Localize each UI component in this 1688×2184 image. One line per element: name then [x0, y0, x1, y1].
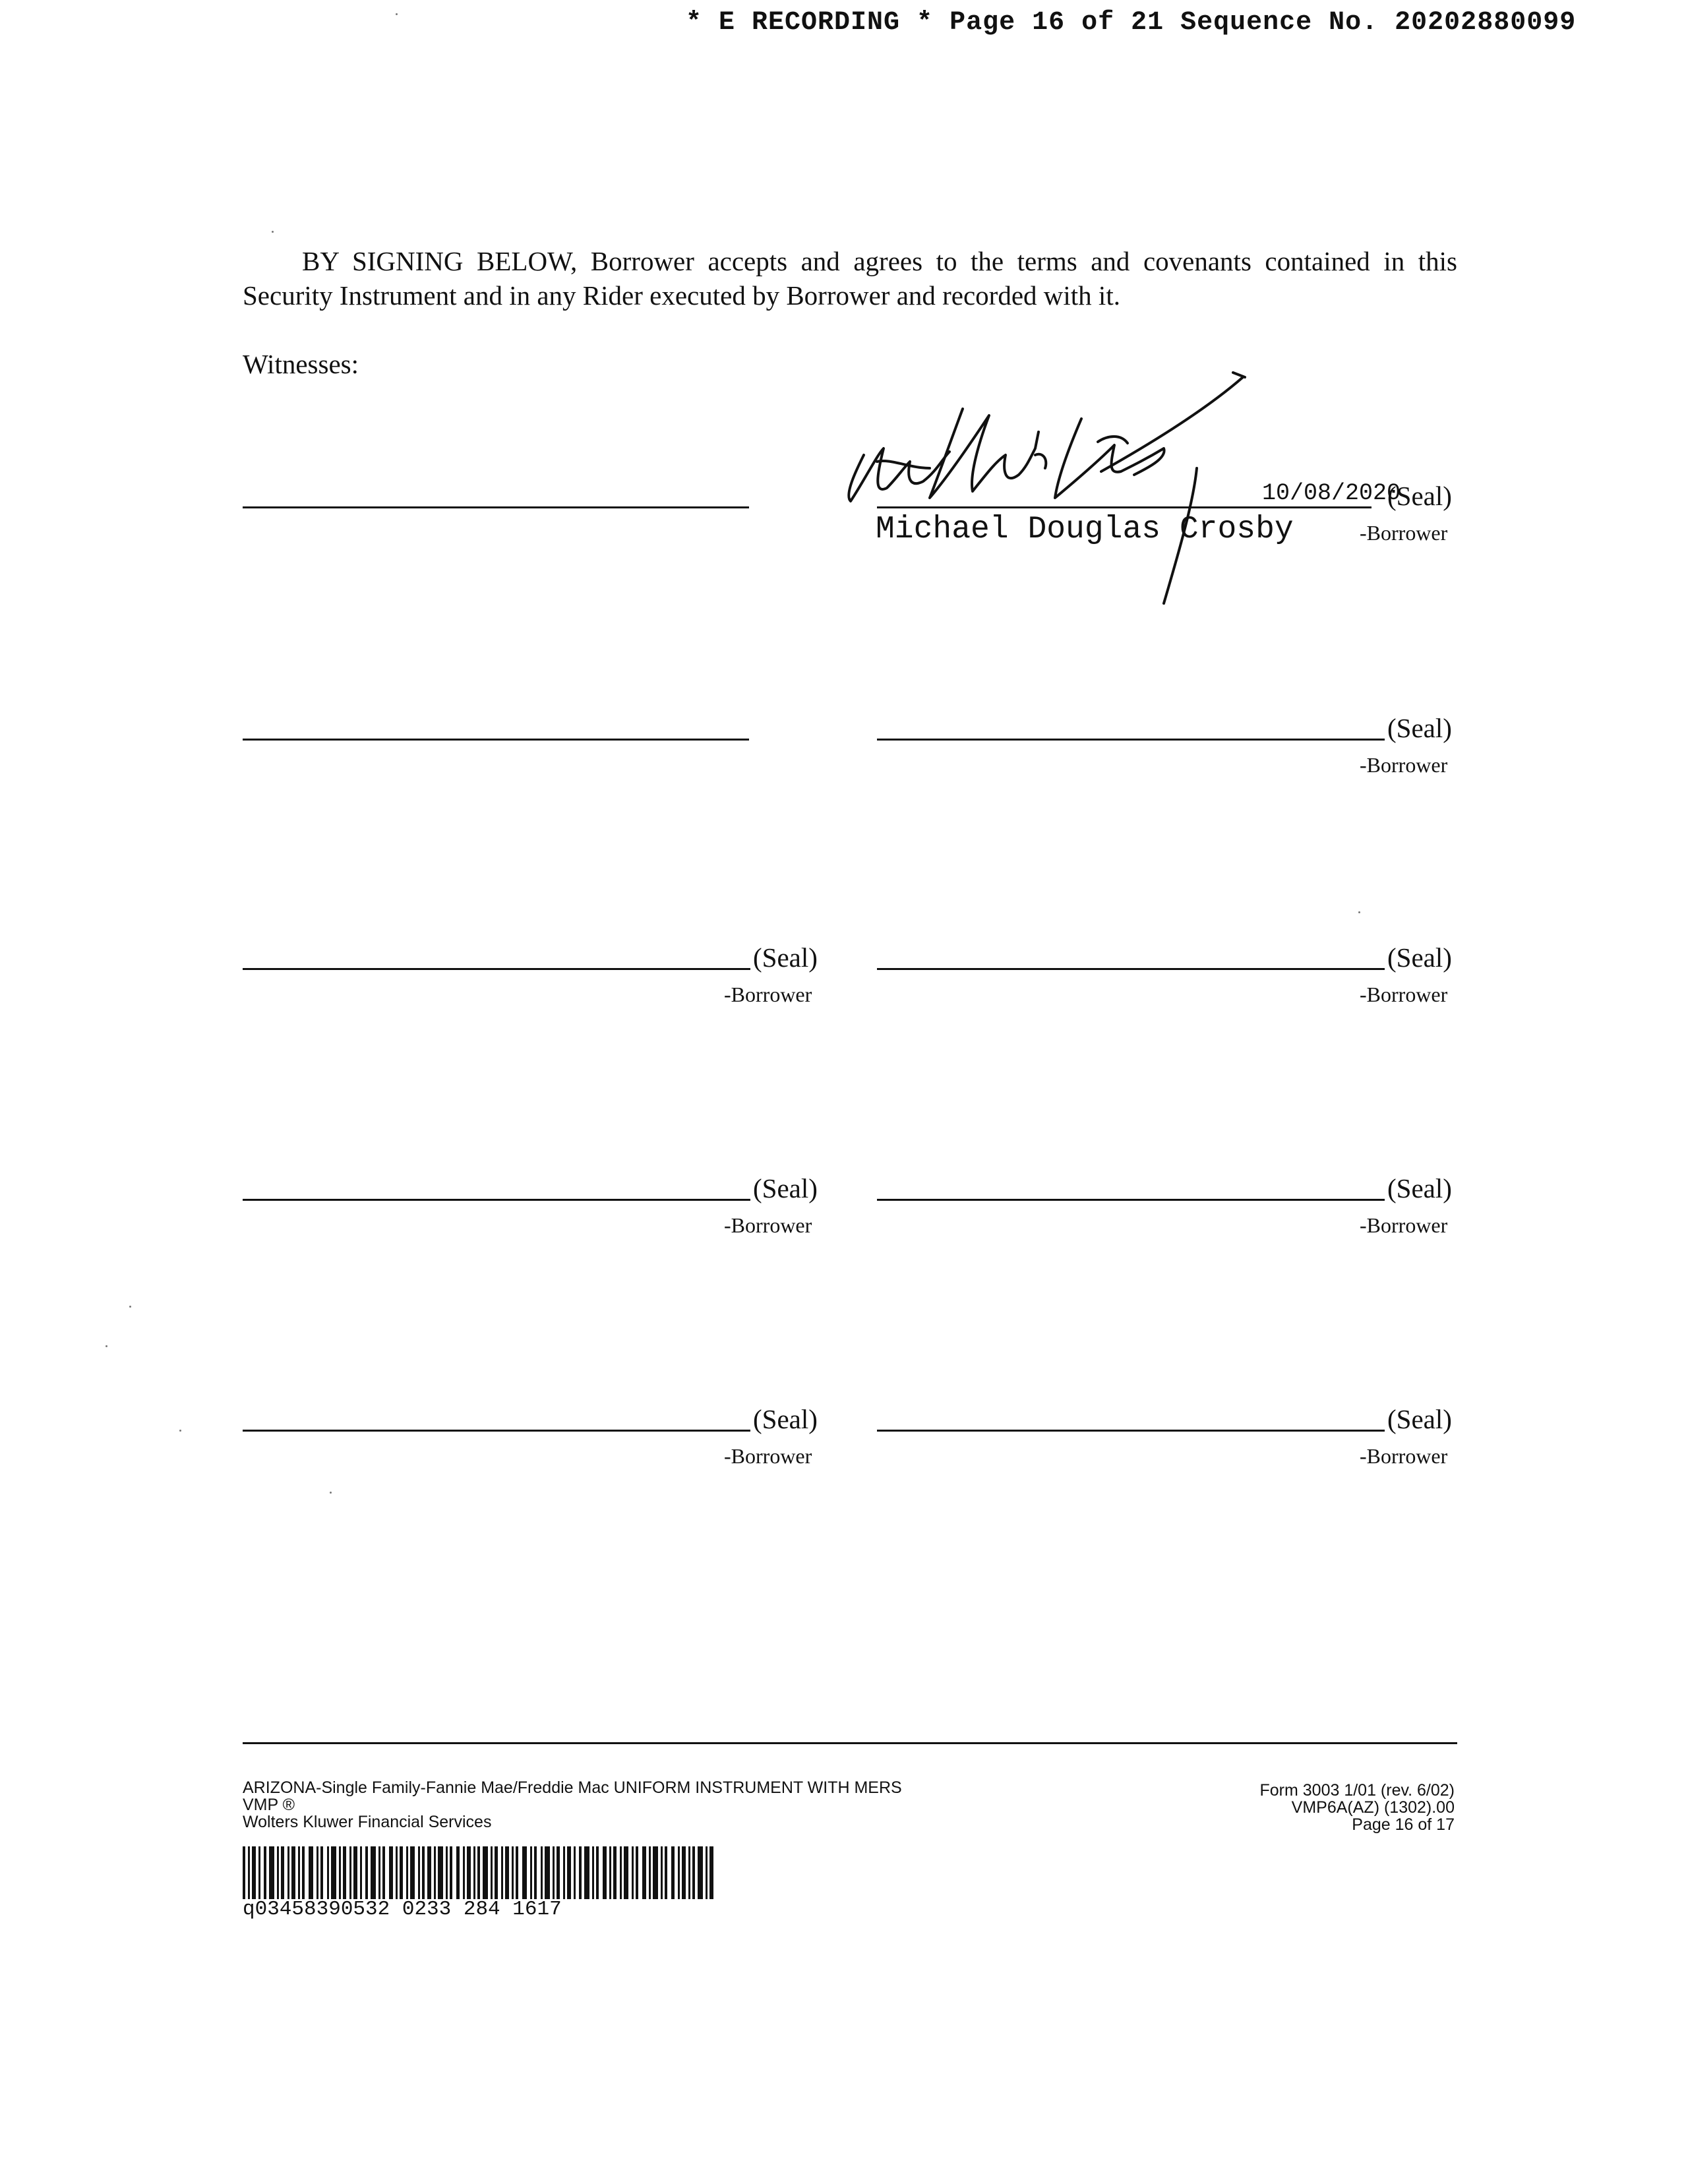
- borrower-role-label-1: -Borrower: [1360, 521, 1448, 545]
- scan-speck: [106, 1345, 107, 1347]
- borrower-signature-line-7[interactable]: [243, 1430, 750, 1432]
- signature-date: 10/08/2020: [1262, 480, 1401, 506]
- scan-speck: [179, 1430, 181, 1432]
- recording-header: * E RECORDING * Page 16 of 21 Sequence No. 20202880099: [686, 8, 1577, 38]
- scan-speck: [1358, 911, 1360, 913]
- seal-label-2: (Seal): [1387, 713, 1452, 743]
- seal-label-3: (Seal): [753, 942, 818, 973]
- footer-instrument-title: ARIZONA-Single Family-Fannie Mae/Freddie Mac UNIFORM INSTRUMENT WITH MERS: [243, 1778, 902, 1797]
- footer-form-numbers: [1121, 1782, 1455, 1833]
- footer-page-number: Page 16 of 17: [1352, 1815, 1455, 1834]
- witness-line-2[interactable]: [243, 739, 749, 741]
- document-barcode: [243, 1846, 717, 1899]
- seal-label-8: (Seal): [1387, 1404, 1452, 1434]
- borrower-signature-line-8[interactable]: [877, 1430, 1385, 1432]
- scan-speck: [272, 231, 274, 233]
- footer-divider: [243, 1742, 1457, 1744]
- borrower-signature-line-2[interactable]: [877, 739, 1385, 741]
- seal-label-1: (Seal): [1387, 481, 1452, 511]
- borrower-role-label-5: -Borrower: [724, 1213, 812, 1237]
- borrower-printed-name: Michael Douglas Crosby: [876, 512, 1294, 547]
- borrower-role-label-4: -Borrower: [1360, 983, 1448, 1006]
- borrower-signature-line-1[interactable]: [877, 506, 1372, 508]
- signing-statement: [243, 244, 1457, 313]
- witness-line-1[interactable]: [243, 506, 749, 508]
- witnesses-label: Witnesses:: [243, 349, 359, 379]
- seal-label-5: (Seal): [753, 1173, 818, 1203]
- borrower-role-label-3: -Borrower: [724, 983, 812, 1006]
- borrower-signature-line-4[interactable]: [877, 968, 1385, 970]
- footer-form-info: [243, 1779, 902, 1831]
- barcode-number: q03458390532 0233 284 1617: [243, 1898, 562, 1921]
- borrower-role-label-8: -Borrower: [1360, 1444, 1448, 1468]
- seal-label-7: (Seal): [753, 1404, 818, 1434]
- seal-label-6: (Seal): [1387, 1173, 1452, 1203]
- signing-statement-text: BY SIGNING BELOW, Borrower accepts and agrees to the terms and covenants contained in this Security Instrument and in any Rider executed by Borrower and recorded with it.: [243, 246, 1457, 311]
- footer-publisher: Wolters Kluwer Financial Services: [243, 1813, 492, 1831]
- borrower-role-label-7: -Borrower: [724, 1444, 812, 1468]
- borrower-signature-line-3[interactable]: [243, 968, 750, 970]
- borrower-role-label-6: -Borrower: [1360, 1213, 1448, 1237]
- footer-vmp-code: VMP6A(AZ) (1302).00: [1291, 1798, 1455, 1817]
- borrower-signature-line-5[interactable]: [243, 1199, 750, 1201]
- borrower-role-label-2: -Borrower: [1360, 753, 1448, 777]
- scan-speck: [396, 13, 398, 15]
- scan-speck: [129, 1306, 131, 1308]
- footer-vmp-mark: VMP ®: [243, 1796, 295, 1814]
- scan-speck: [330, 1492, 332, 1494]
- footer-form-number: Form 3003 1/01 (rev. 6/02): [1259, 1781, 1455, 1800]
- borrower-signature-line-6[interactable]: [877, 1199, 1385, 1201]
- borrower-handwritten-signature: [837, 369, 1259, 613]
- seal-label-4: (Seal): [1387, 942, 1452, 973]
